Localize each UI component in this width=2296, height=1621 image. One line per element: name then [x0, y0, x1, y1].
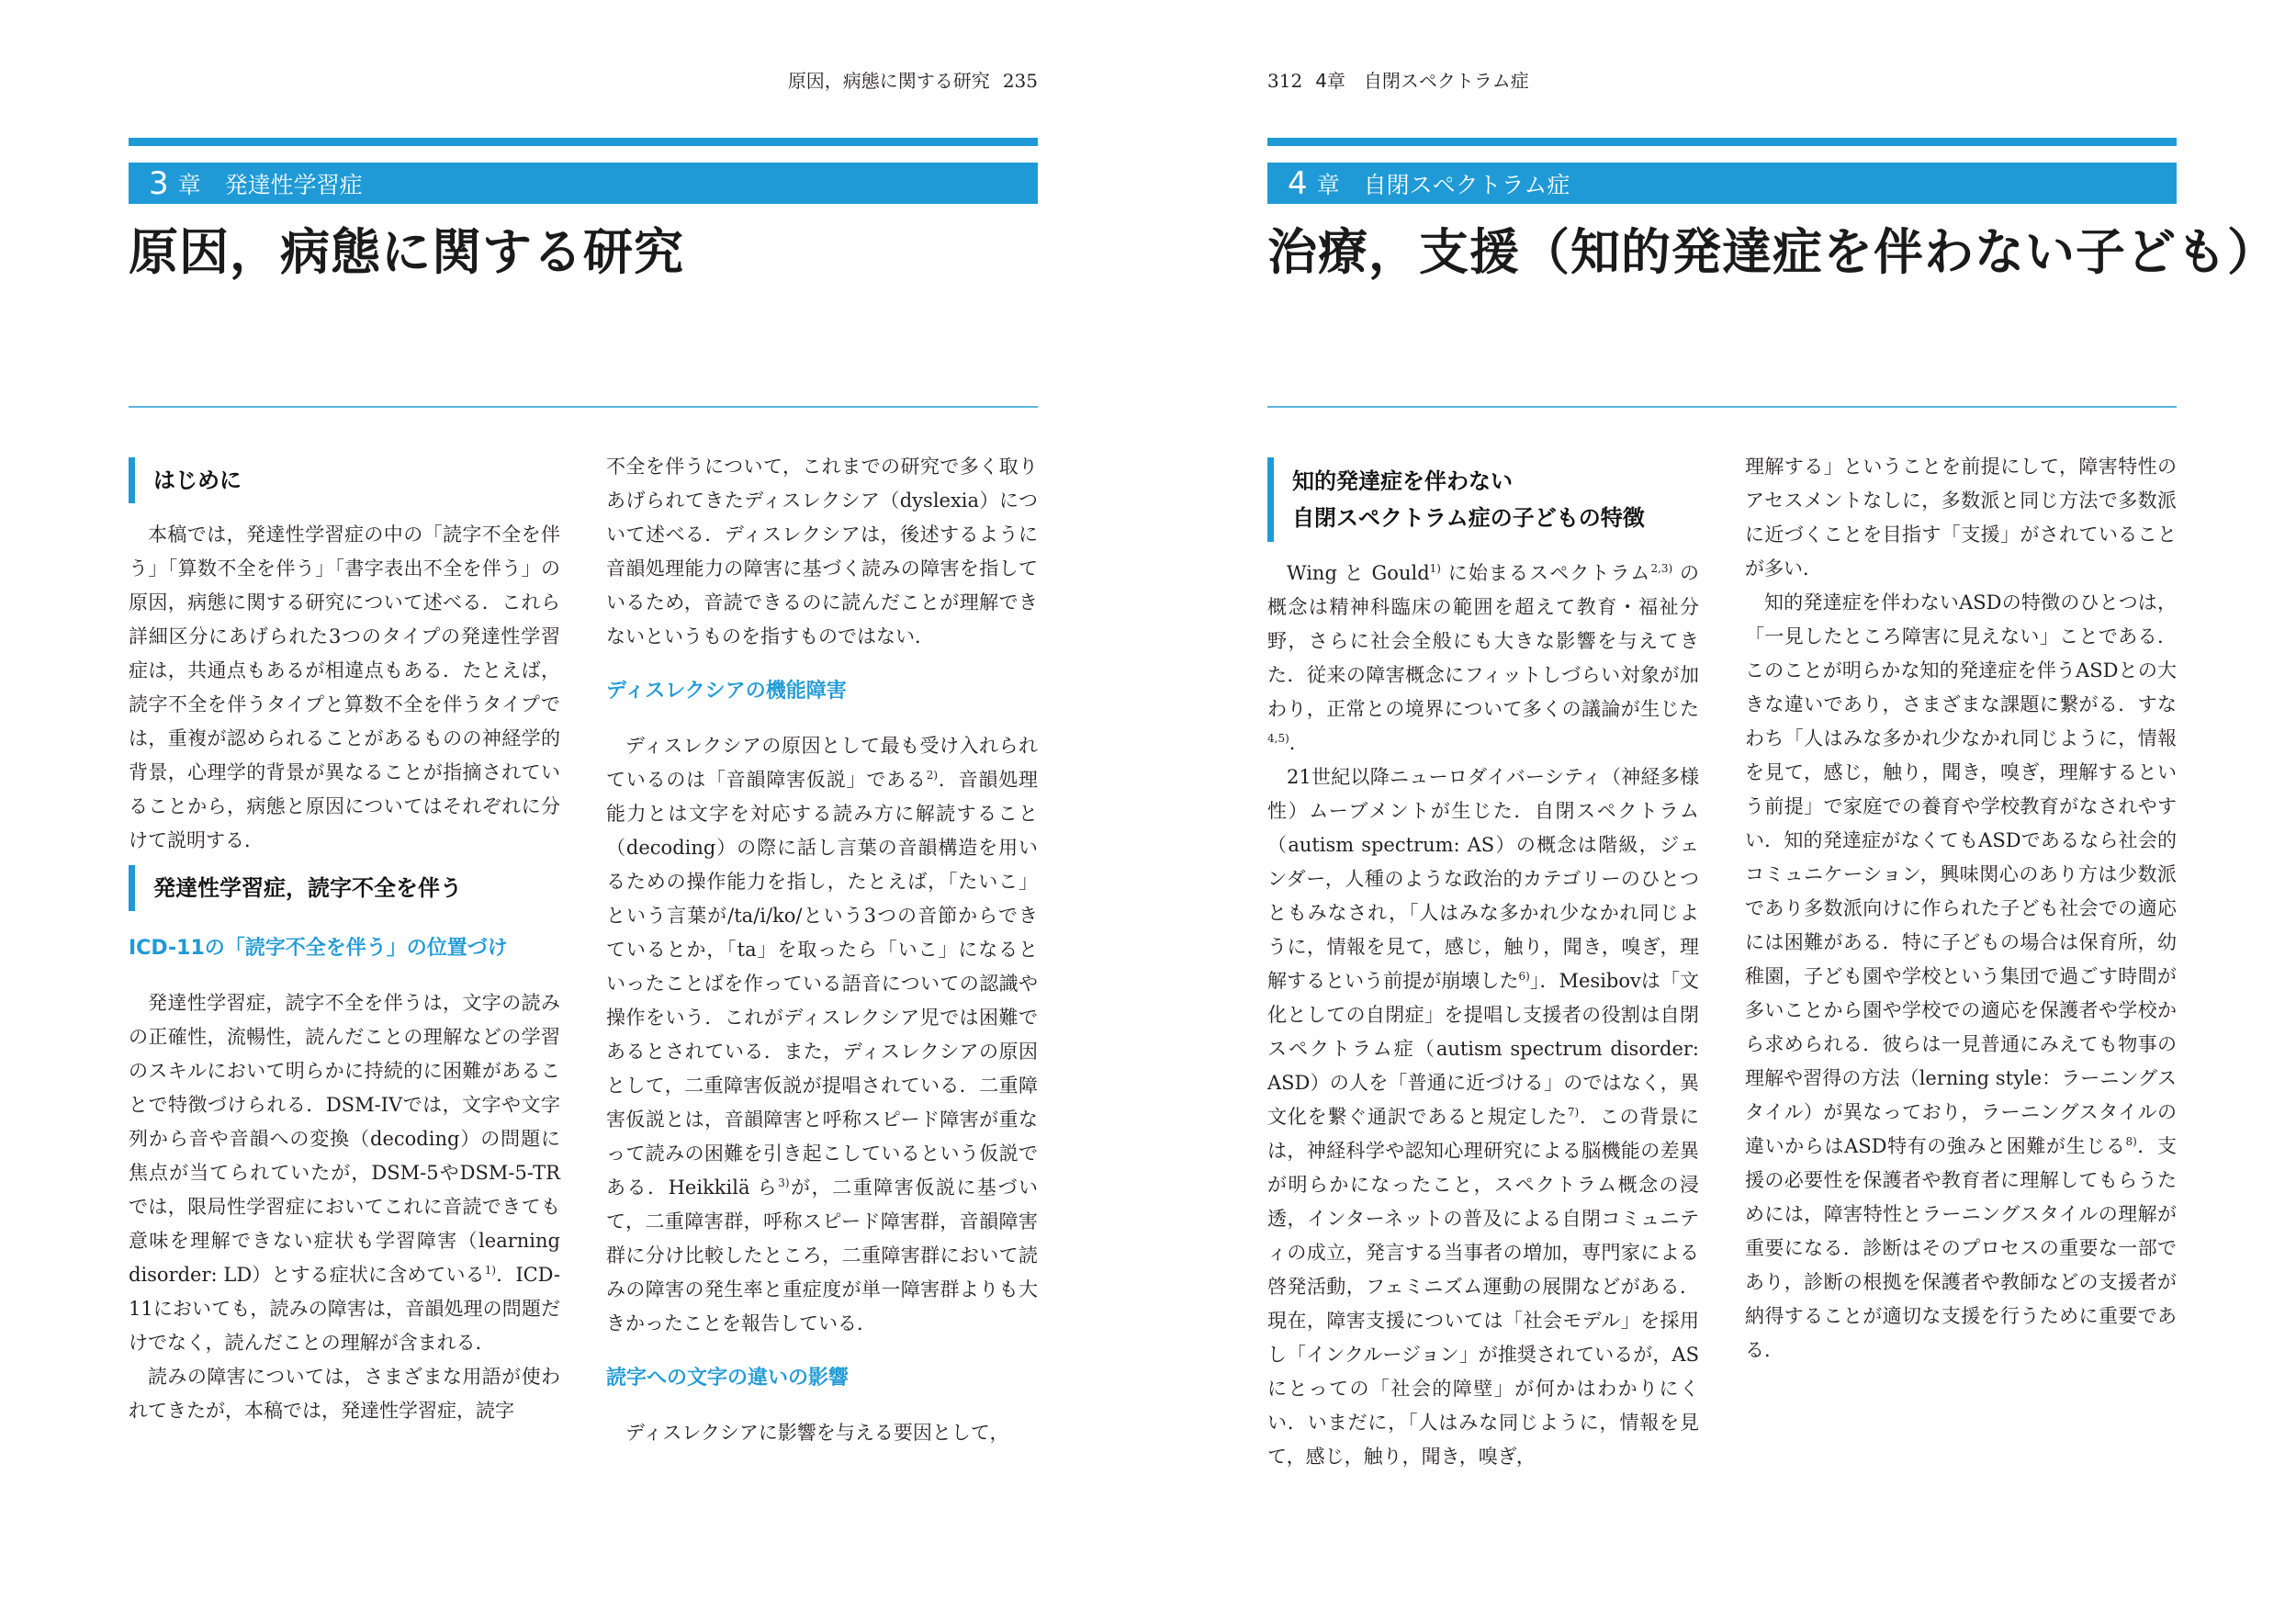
- paragraph-text: ．この背景には，神経科学や認知心理研究による脳機能の差異が明らかになったこと，スペクトラム概念の浸透，インターネットの普及による自閉コミュニティの成立，発言する当事者の増加，専門家による啓発活動，フェミニズム運動の展開などがある．現在，障害支援については「社会モデル」を採用し「インクルージョン」が推奨されているが，ASにとっての「社会的障壁」が何かはわかりにくい．いまだに，「人はみな同じように，情報を見て，感じ，触り，聞き，嗅ぎ，: [1267, 1106, 1700, 1468]
- paragraph: 理解する」ということを前提にして，障害特性のアセスメントなしに，多数派と同じ方法で多数派に近づくことを目指す「支援」がされていることが多い．: [1745, 456, 2177, 580]
- paragraph: 不全を伴うについて，これまでの研究で多く取りあげられてきたディスレクシア（dyslexia）について述べる．ディスレクシアは，後述するように音韻処理能力の障害に基づく読みの障害を指しているため，音読できるのに読んだことが理解できないというものを指すものではない．: [606, 456, 1038, 647]
- paragraph: [606, 729, 1038, 1341]
- chapter-bar: [129, 138, 1038, 204]
- paragraph-text: ．: [1289, 732, 1309, 754]
- paragraph-text: Wing と Gould: [1287, 562, 1430, 584]
- subsection-heading: 読字への文字の違いの影響: [606, 1367, 850, 1390]
- title-divider: [1267, 406, 2177, 408]
- citation: 2,3): [1650, 562, 1673, 575]
- paragraph: ディスレクシアに影響を与える要因として，: [625, 1422, 1009, 1444]
- right-page: [1267, 0, 2278, 1621]
- paragraph-text: 21世紀以降ニューロダイバーシティ（神経多様性）ムーブメントが生じた．自閉スペクトラム（autism spectrum: AS）の概念は階級，ジェンダー，人種のような政治的カテゴリーのひとつともみなされ，「人はみな多かれ少なかれ同じように，情報を見て，感じ，触り，聞き，嗅ぎ，理解するという前提が崩壊した: [1267, 766, 1699, 992]
- left-page: [129, 0, 1038, 1621]
- page-number: 235: [1002, 70, 1038, 92]
- running-head-left: [788, 66, 1038, 93]
- paragraph-text: に始まるスペクトラム: [1440, 562, 1651, 584]
- paragraph: [1267, 557, 1699, 760]
- paragraph: 読みの障害については，さまざまな用語が使われてきたが，本稿では，発達性学習症，読字: [129, 1366, 560, 1422]
- citation: 1): [484, 1264, 497, 1277]
- paragraph-text: が，二重障害仮説に基づいて，二重障害群，呼称スピード障害群，音韻障害群に分け比較したところ，二重障害群において読みの障害の発生率と重症度が単一障害群よりも大きかったことを報告している．: [606, 1176, 1039, 1334]
- text-column-1: [1267, 450, 1699, 1474]
- text-column-2: [1745, 450, 2177, 1368]
- section-heading: [1267, 457, 1699, 542]
- paragraph: 本稿では，発達性学習症の中の「読字不全を伴う」「算数不全を伴う」「書字表出不全を伴う」の原因，病態に関する研究について述べる．これら詳細区分にあげられた3つのタイプの発達性学習症は，共通点もあるが相違点もある．たとえば，読字不全を伴うタイプと算数不全を伴うタイプでは，重複が認められることがあるものの神経学的背景，心理学的背景が異なることが指摘されていることから，病態と原因についてはそれぞれに分けて説明する．: [129, 523, 560, 851]
- chapter-number: 3: [149, 164, 169, 202]
- page-title: 治療，支援（知的発達症を伴わない子ども）: [1267, 223, 2278, 281]
- paragraph-text: 」．Mesibovは「文化としての自閉症」を提唱し支援者の役割は自閉スペクトラム症（autism spectrum disorder: ASD）の人を「普通に近づける」のではなく，異文化を繋ぐ通訳であると規定した: [1267, 970, 1699, 1128]
- paragraph-text: ．ICD-11においても，読みの障害は，音韻処理の問題だけでなく，読んだことの理解が含まれる．: [129, 1264, 561, 1354]
- paragraph-text: ディスレクシアの原因として最も受け入れられているのは「音韻障害仮説」である: [606, 735, 1038, 791]
- subsection-heading: ICD-11の「読字不全を伴う」の位置づけ: [129, 937, 508, 960]
- paragraph: [1745, 586, 2177, 1368]
- citation: 4,5): [1267, 732, 1289, 745]
- citation: 8): [2125, 1135, 2137, 1148]
- citation: 7): [1567, 1106, 1580, 1119]
- chapter-title: 自閉スペクトラム症: [1363, 171, 1570, 198]
- section-heading: はじめに: [129, 457, 560, 503]
- paragraph-text: 知的発達症を伴わないASDの特徴のひとつは，「一見したところ障害に見えない」ことである．このことが明らかな知的発達症を伴うASDとの大きな違いであり，さまざまな課題に繋がる．すなわち「人はみな多かれ少なかれ同じように，情報を見て，感じ，触り，聞き，嗅ぎ，理解するという前提」で家庭での養育や学校教育がなされやすい．知的発達症がなくてもASDであるなら社会的コミュニケーション，興味関心のあり方は少数派であり多数派向けに作られた子ども社会での適応には困難がある．特に子どもの場合は保育所，幼稚園，子ども園や学校という集団で過ごす時間が多いことから園や学校での適応を保護者や学校から求められる．彼らは一見普通にみえても物事の理解や習得の方法（lerning style：ラーニングスタイル）が異なっており，ラーニングスタイルの違いからはASD特有の強みと困難が生じる: [1745, 591, 2177, 1157]
- text-column-1: [129, 450, 560, 1428]
- chapter-number: 4: [1288, 164, 1308, 202]
- running-head-right: [1267, 66, 1529, 93]
- chapter-band: [1267, 163, 2177, 204]
- citation: 3): [778, 1176, 790, 1189]
- running-head-title: 原因，病態に関する研究: [787, 70, 990, 92]
- paragraph: [1267, 760, 1699, 1474]
- title-divider: [129, 406, 1038, 408]
- citation: 1): [1429, 562, 1441, 575]
- paragraph: [129, 986, 560, 1360]
- paragraph-text: ．支援の必要性を保護者や教育者に理解してもらうためには，障害特性とラーニングスタイルの理解が重要になる．診断はそのプロセスの重要な一部であり，診断の根拠を保護者や教師などの支援者が納得することが適切な支援を行うために重要である．: [1745, 1135, 2178, 1361]
- citation: 6): [1518, 970, 1530, 983]
- chapter-band: [129, 163, 1038, 204]
- running-head-title: 4章 自閉スペクトラム症: [1315, 70, 1529, 92]
- page-title: 原因，病態に関する研究: [129, 223, 684, 281]
- text-column-2: [606, 450, 1038, 1450]
- section-heading-line: 知的発達症を伴わない: [1292, 468, 1513, 494]
- chapter-bar: [1267, 138, 2177, 204]
- chapter-label: 章: [177, 171, 201, 198]
- paragraph-text: 発達性学習症，読字不全を伴うは，文字の読みの正確性，流暢性，読んだことの理解などの学習のスキルにおいて明らかに持続的に困難があることで特徴づけられる．DSM-IVでは，文字や文字列から音や音韻への変換（decoding）の問題に焦点が当てられていたが，DSM-5やDSM-5-TRでは，限局性学習症においてこれに音読できても意味を理解できない症状も学習障害（learning disorder: LD）とする症状に含めている: [129, 992, 560, 1286]
- page-number: 312: [1267, 70, 1303, 92]
- subsection-heading: ディスレクシアの機能障害: [606, 680, 847, 703]
- paragraph-text: の概念は精神科臨床の範囲を超えて教育・福祉分野，さらに社会全般にも大きな影響を与えてきた．従来の障害概念にフィットしづらい対象が加わり，正常との境界について多くの議論が生じた: [1267, 562, 1699, 720]
- chapter-label: 章: [1316, 171, 1340, 198]
- section-heading-line: 自閉スペクトラム症の子どもの特徴: [1292, 505, 1645, 531]
- paragraph-text: ．音韻処理能力とは文字を対応する読み方に解読すること（decoding）の際に話し言葉の音韻構造を用いるための操作能力を指し，たとえば，「たいこ」という言葉が/ta/i/ko/という3つの音節からできているとか，「ta」を取ったら「いこ」になるといったことばを作っている語音についての認識や操作をいう．これがディスレクシア児では困難であるとされている．また，ディスレクシアの原因として，二重障害仮説が提唱されている．二重障害仮説とは，音韻障害と呼称スピード障害が重なって読みの困難を引き起こしているという仮説である．Heikkilä ら: [606, 769, 1039, 1199]
- citation: 2): [926, 769, 939, 782]
- chapter-title: 発達性学習症: [224, 171, 363, 198]
- section-heading: 発達性学習症，読字不全を伴う: [129, 865, 560, 911]
